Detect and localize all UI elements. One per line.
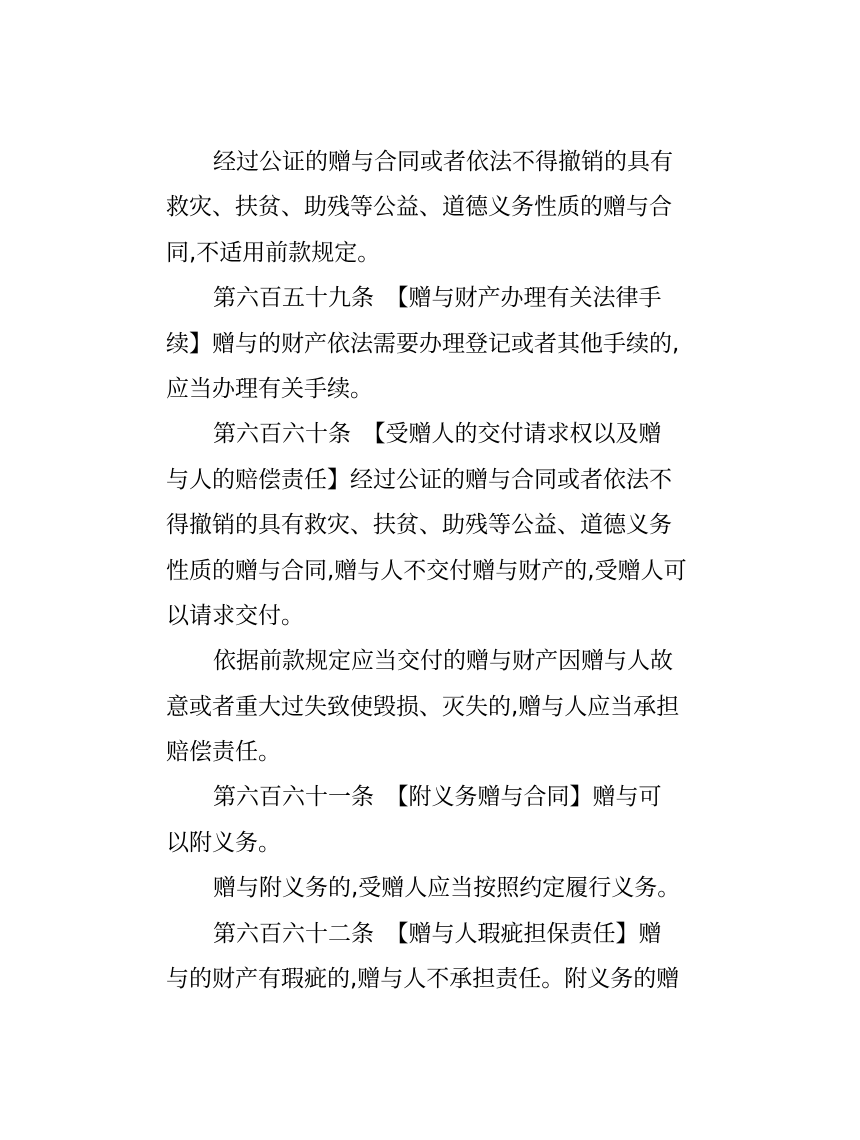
paragraph-line: 同,不适用前款规定。 (166, 239, 381, 266)
paragraph-line: 意或者重大过失致使毁损、灭失的,赠与人应当承担 (166, 693, 680, 720)
paragraph-line: 与的财产有瑕疵的,赠与人不承担责任。附义务的赠 (166, 966, 680, 993)
paragraph-line: 性质的赠与合同,赠与人不交付赠与财产的,受赠人可 (166, 557, 687, 584)
paragraph-line: 得撤销的具有救灾、扶贫、助残等公益、道德义务 (166, 512, 672, 539)
paragraph-line: 依据前款规定应当交付的赠与财产因赠与人故 (213, 648, 673, 675)
paragraph-line: 赠与附义务的,受赠人应当按照约定履行义务。 (213, 875, 681, 902)
paragraph-line: 与人的赔偿责任】经过公证的赠与合同或者依法不 (166, 466, 672, 493)
paragraph-line: 以附义务。 (166, 829, 281, 856)
article-heading-line: 第六百六十一条 【附义务赠与合同】赠与可 (213, 784, 662, 811)
paragraph-line: 应当办理有关手续。 (166, 375, 373, 402)
document-body (166, 140, 692, 1002)
article-heading-line: 第六百六十二条 【赠与人瑕疵担保责任】赠 (213, 920, 662, 947)
paragraph-line: 以请求交付。 (166, 602, 304, 629)
paragraph-line: 续】赠与的财产依法需要办理登记或者其他手续的, (166, 330, 680, 357)
paragraph-line: 赔偿责任。 (166, 739, 281, 766)
article-heading-line: 第六百六十条 【受赠人的交付请求权以及赠 (213, 421, 662, 448)
paragraph-line: 经过公证的赠与合同或者依法不得撤销的具有 (213, 149, 673, 175)
paragraph-line: 救灾、扶贫、助残等公益、道德义务性质的赠与合 (166, 194, 672, 221)
article-heading-line: 第六百五十九条 【赠与财产办理有关法律手 (213, 285, 662, 312)
